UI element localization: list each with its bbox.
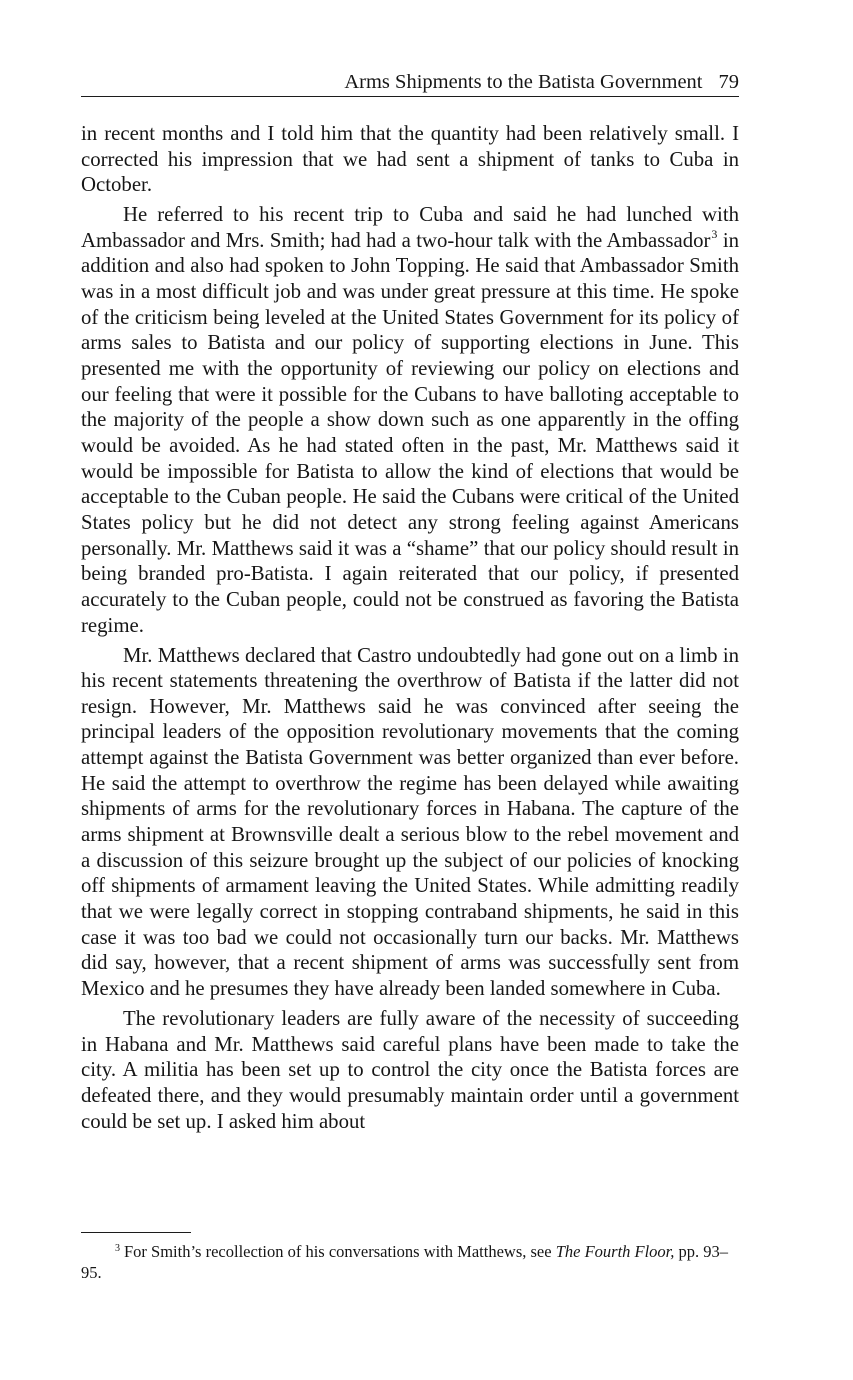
page-number: 79 — [718, 71, 739, 93]
running-header — [81, 70, 739, 97]
footnote-reference: 3 — [711, 226, 718, 241]
footnote-text: For Smith’s recollection of his conversations with Matthews, see — [124, 1242, 556, 1261]
footnote — [81, 1241, 739, 1283]
footnote-pages: pp. 93–95. — [81, 1242, 729, 1282]
paragraph-2-part-a: He referred to his recent trip to Cuba and said he had lunched with Ambassador and Mrs. Smith; had had a two-hour talk with the Ambassador — [81, 203, 739, 252]
paragraph-2 — [81, 202, 739, 638]
paragraph-3: Mr. Matthews declared that Castro undoubtedly had gone out on a limb in his recent statements threatening the overthrow of Batista if the latter did not resign. However, Mr. Matthews said he was convinced after seeing the principal leaders of the opposition revolutionary movements that the coming attempt against the Batista Government was better organized than ever before. He said the attempt to overthrow the regime has been delayed while awaiting shipments of arms for the revolutionary forces in Habana. The capture of the arms shipment at Brownsville dealt a serious blow to the rebel movement and a discussion of this seizure brought up the subject of our policies of knocking off shipments of armament leaving the United States. While admitting readily that we were legally correct in stopping contraband shipments, he said in this case it was too bad we could not occasionally turn our backs. Mr. Matthews did say, however, that a recent shipment of arms was successfully sent from Mexico and he presumes they have already been landed somewhere in Cuba. — [81, 643, 739, 1001]
footnote-rule — [81, 1232, 191, 1233]
footnote-number: 3 — [115, 1243, 120, 1254]
running-title: Arms Shipments to the Batista Government — [344, 71, 703, 93]
body-text — [81, 121, 739, 1138]
paragraph-2-part-b: in addition and also had spoken to John Topping. He said that Ambassador Smith was in a most difficult job and was under great pressure at this time. He spoke of the criticism being leveled at the United States Government for its policy of arms sales to Batista and our policy of supporting elections in June. This presented me with the opportunity of reviewing our policy on elections and our feeling that were it possible for the Cubans to have balloting acceptable to the majority of the people a show down such as one apparently in the offing would be avoided. As he had stated often in the past, Mr. Matthews said it would be impossible for Batista to allow the kind of elections that would be acceptable to the Cuban people. He said the Cubans were critical of the United States policy but he did not detect any strong feeling against Americans personally. Mr. Matthews said it was a “shame” that our policy should result in being branded pro-Batista. I again reiterated that our policy, if presented accurately to the Cuban people, could not be construed as favoring the Batista regime. — [81, 228, 739, 637]
footnote-book-title: The Fourth Floor, — [555, 1242, 675, 1261]
paragraph-4: The revolutionary leaders are fully aware of the necessity of succeeding in Habana and Mr. Matthews said careful plans have been made to take the city. A militia has been set up to control the city once the Batista forces are defeated there, and they would presumably maintain order until a government could be set up. I asked him about — [81, 1006, 739, 1133]
paragraph-1: in recent months and I told him that the quantity had been relatively small. I corrected his impression that we had sent a shipment of tanks to Cuba in October. — [81, 122, 739, 197]
